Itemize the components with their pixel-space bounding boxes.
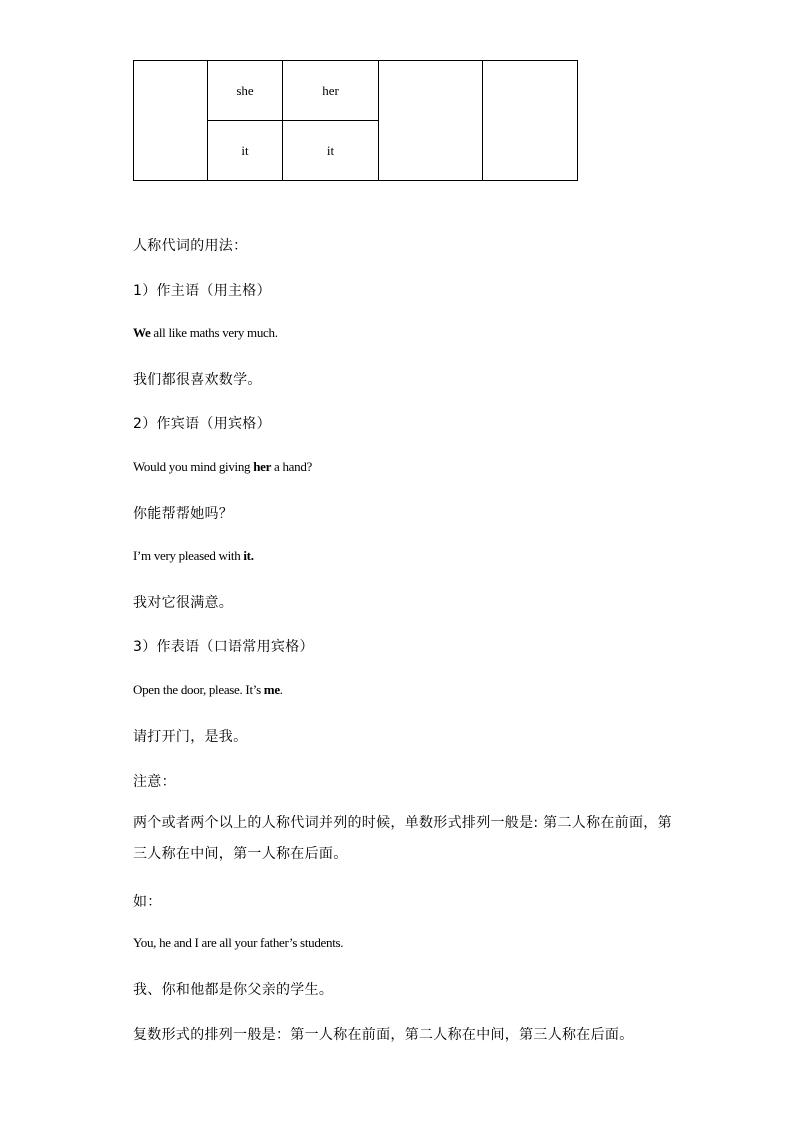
table-cell: she xyxy=(208,61,283,121)
example-translation: 我们都很喜欢数学。 xyxy=(133,372,262,388)
pronoun-table xyxy=(133,60,578,181)
example-text: . xyxy=(279,682,283,697)
bold-pronoun: me xyxy=(263,682,280,697)
bold-pronoun: We xyxy=(133,325,151,340)
example-text: a hand? xyxy=(271,459,312,474)
usage-1-title: 1）作主语（用主格） xyxy=(133,283,271,299)
example-text: Open the door, please. It’s xyxy=(133,682,264,697)
example-sentence: You, he and I are all your father’s students. xyxy=(133,935,344,950)
table-cell-empty xyxy=(483,61,578,181)
table-cell: it xyxy=(283,121,379,181)
example-translation: 我对它很满意。 xyxy=(133,595,234,611)
example-intro: 如： xyxy=(133,894,162,910)
example-sentence xyxy=(133,682,283,698)
table-cell: her xyxy=(283,61,379,121)
example-sentence xyxy=(133,325,278,341)
table-cell-empty xyxy=(379,61,483,181)
example-translation: 请打开门，是我。 xyxy=(133,729,248,745)
bold-pronoun: her xyxy=(253,459,272,474)
note-body: 两个或者两个以上的人称代词并列的时候，单数形式排列一般是: 第二人称在前面，第三人称在中间，第一人称在后面。 xyxy=(133,815,672,862)
table-cell-empty xyxy=(134,61,208,181)
usage-3-title: 3）作表语（口语常用宾格） xyxy=(133,639,314,655)
table-cell: it xyxy=(208,121,283,181)
usage-2-title: 2）作宾语（用宾格） xyxy=(133,416,271,432)
bold-pronoun: it. xyxy=(243,548,254,563)
example-text: all like maths very much. xyxy=(150,325,278,340)
note-title: 注意： xyxy=(133,774,176,790)
example-text: Would you mind giving xyxy=(133,459,254,474)
example-sentence xyxy=(133,548,254,564)
section-heading: 人称代词的用法： xyxy=(133,238,248,254)
example-translation: 我、你和他都是你父亲的学生。 xyxy=(133,982,334,998)
example-sentence xyxy=(133,459,312,475)
example-text: I’m very pleased with xyxy=(133,548,244,563)
example-translation: 你能帮帮她吗？ xyxy=(133,506,234,522)
plural-rule: 复数形式的排列一般是：第一人称在前面，第二人称在中间，第三人称在后面。 xyxy=(133,1027,634,1043)
